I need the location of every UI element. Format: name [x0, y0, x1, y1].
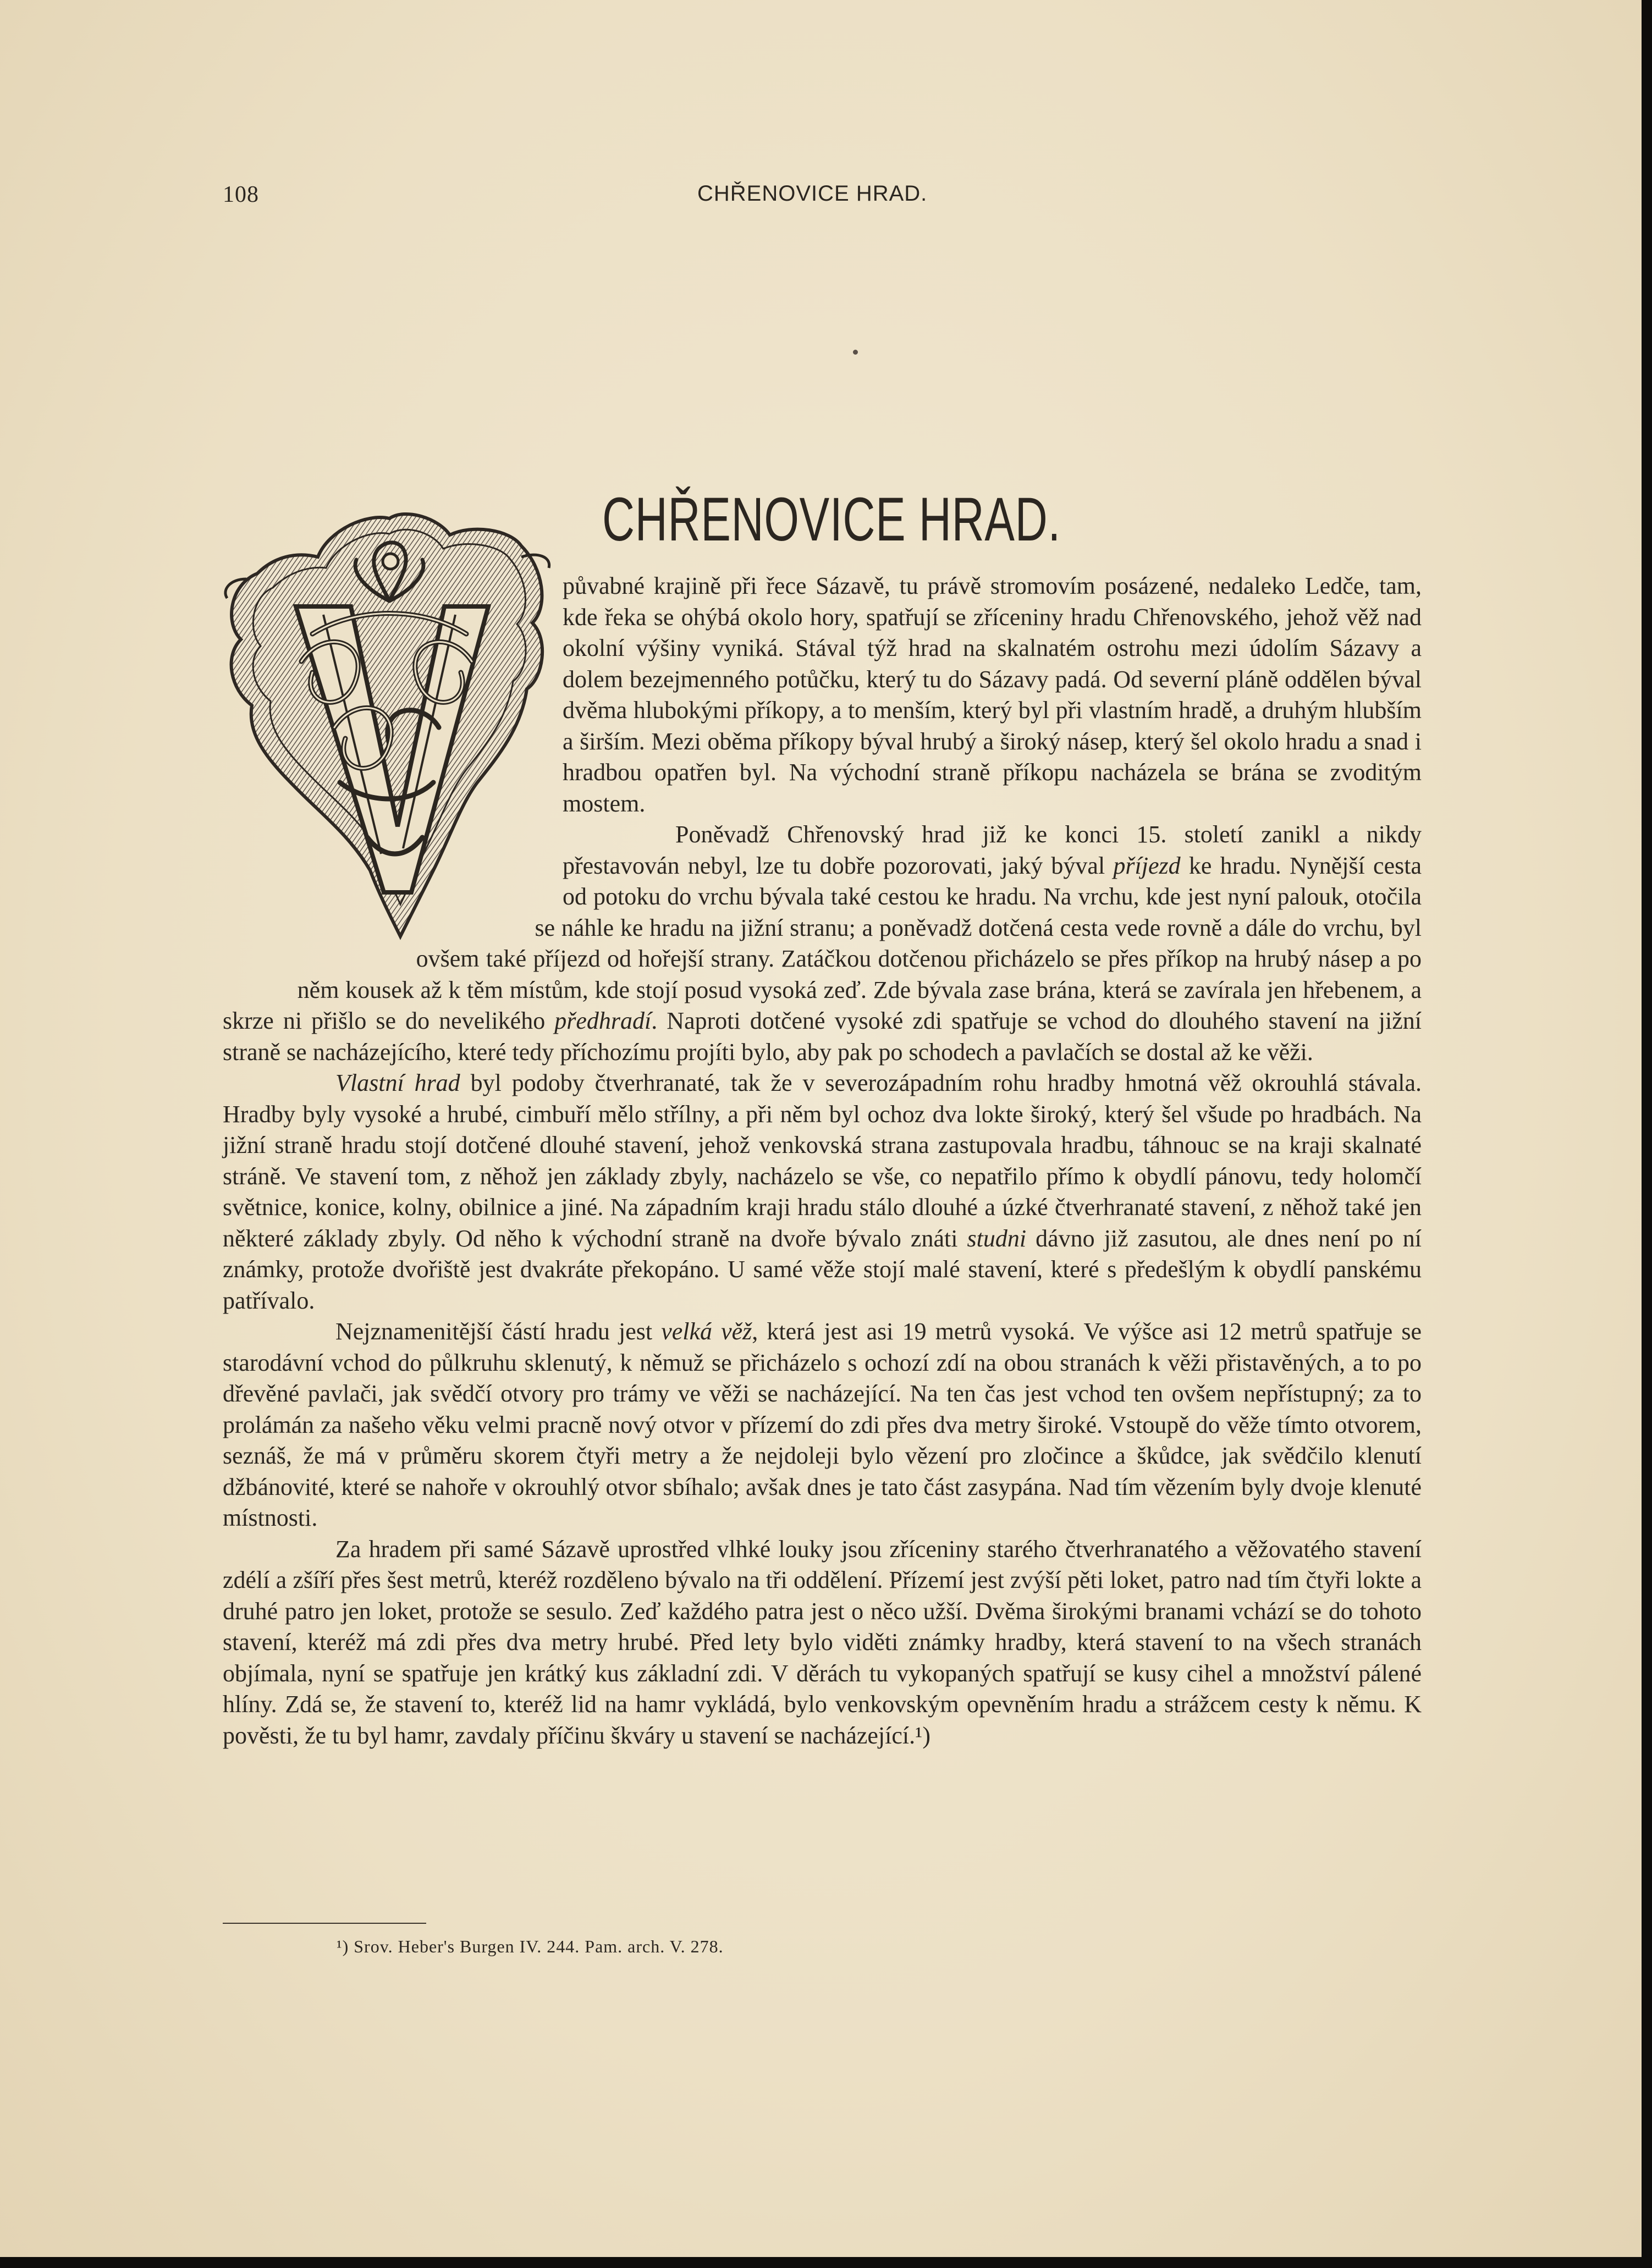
- footnote: ¹) Srov. Heber's Burgen IV. 244. Pam. arch. V. 278.: [337, 1936, 724, 1956]
- page-number: 108: [223, 182, 259, 207]
- paragraph-1: [223, 571, 1422, 819]
- running-head: [0, 181, 1642, 214]
- chapter-title: CHŘENOVICE HRAD.: [602, 485, 1061, 554]
- emphasis-studni: studni: [967, 1224, 1027, 1252]
- ink-speck: [853, 350, 858, 355]
- paragraph-1-text: půvabné krajině při řece Sázavě, tu právě stromovím posázené, nedaleko Ledče, tam, kde řeka se ohýbá okolo hory, spatřují se zříceniny hradu Chřenovského, jehož věž nad okolní výšiny vyniká. Stával týž hrad na skalnatém ostrohu mezi údolím Sázavy a dolem bezejmenného potůčku, který tu do Sázavy padá. Od severní pláně oddělen býval dvěma hlubokými příkopy, a to menším, který byl při vlastním hradě, a druhým hlubším a širším. Mezi oběma příkopy býval hrubý a široký násep, který šel okolo hradu a snad i hradbou opatřen byl. Na východní straně příkopu nacházela se brána se zvoditým mostem.: [563, 572, 1422, 817]
- emphasis-velka-vez: velká věž: [661, 1318, 752, 1345]
- footnote-divider: [223, 1923, 426, 1924]
- emphasis-vlastni-hrad: Vlastní hrad: [335, 1069, 460, 1096]
- footnote-reference: ¹): [915, 1721, 930, 1749]
- body-text: [223, 571, 1422, 1751]
- running-title: CHŘENOVICE HRAD.: [697, 181, 928, 206]
- paragraph-2: Poněvadž Chřenovský hrad již ke konci 15. století zanikl a nikdy přestavován nebyl, lze tu dobře pozorovati, jaký býval příjezd ke hradu. Nynější cesta od potoku do vrchu bývala také cestou ke hradu. Na vrchu, kde jest nyní palouk, otočila se náhle ke hradu na jižní stranu; a poněvadž dotčená cesta vede rovně a dále do vrchu, byl ovšem také příjezd od hořejší strany. Zatáčkou dotčenou přicházelo se přes příkop na hrubý násep a po něm kousek až k těm místům, kde stojí posud vysoká zeď. Zde bývala zase brána, která se zavírala jen hřebenem, a skrze ni přišlo se do nevelikého předhradí. Naproti dotčené vysoké zdi spatřuje se vchod do dlouhého stavení na jižní straně se nacházejícího, které tedy příchozímu projíti bylo, aby pak po schodech a pavlačích se dostal až ke věži.: [223, 821, 1422, 1066]
- paragraph-3: Vlastní hrad byl podoby čtverhranaté, tak že v severozápadním rohu hradby hmotná věž okrouhlá stávala. Hradby byly vysoké a hrubé, cimbuří mělo střílny, a při něm byl ochoz dva lokte široký, který šel všude po hradbách. Na jižní straně hradu stojí dotčené dlouhé stavení, jehož venkovská strana zastupovala hradbu, táhnouc se na kraji skalnaté stráně. Ve stavení tom, z něhož jen základy zbyly, nacházelo se vše, co nepatřilo přímo k obydlí pánovu, tedy holomčí světnice, konice, kolny, obilnice a jiné. Na západním kraji hradu stálo dlouhé a úzké čtverhranaté stavení, z něhož také jen některé základy zbyly. Od něho k východní straně na dvoře bývalo znáti studni dávno již zasutou, ale dnes není po ní známky, protože dvořiště jest dvakráte překopáno. U samé věže stojí malé stavení, které s předešlým k obydlí panskému patřívalo.: [223, 1069, 1422, 1314]
- paragraph-5: Za hradem při samé Sázavě uprostřed vlhké louky jsou zříceniny starého čtverhranatého a věžovatého stavení zdélí a zšíří přes šest metrů, kteréž rozděleno bývalo na tři oddělení. Přízemí jest zvýší pěti loket, patro nad tím čtyři lokte a druhé patro jen loket, protože se sesulo. Zeď každého patra jest o něco užší. Dvěma širokými branami vchází se do tohoto stavení, kteréž má zdi přes dva metry hrubé. Před lety bylo viděti známky hradby, která stavení to na všech stranách objímala, nyní se spatřuje jen krátký kus základní zdi. V děrách tu vykopaných spatřují se kusy cihel a množství pálené hlíny. Zdá se, že stavení to, kteréž lid na hamr vykládá, bylo venkovským opevněním hradu a strážcem cesty k němu. K pověsti, že tu byl hamr, zavdaly příčinu škváry u stavení se nacházející.¹): [223, 1535, 1422, 1749]
- emphasis-prijezd: příjezd: [1113, 852, 1181, 879]
- emphasis-predhradi: předhradí: [554, 1007, 652, 1034]
- paragraph-4: Nejznamenitější částí hradu jest velká věž, která jest asi 19 metrů vysoká. Ve výšce asi 12 metrů spatřuje se starodávní vchod do půlkruhu sklenutý, k němuž se přicházelo s ochozí zdí na obou stranách k věži přistavěných, a to po dřevěné pavlači, jak svědčí otvory pro trámy ve věži se nacházející. Na ten čas jest vchod ten ovšem nepřístupný; za to prolámán za našeho věku velmi pracně nový otvor v přízemí do zdi přes dva metry široké. Vstoupě do věže tímto otvorem, seznáš, že má v průměru skorem čtyři metry a že nejdoleji bylo vězení pro zločince a škůdce, jak svědčilo klenutí džbánovité, které se nahoře v okrouhlý otvor sbíhalo; avšak dnes je tato část zasypána. Nad tím vězením byly dvoje klenuté místnosti.: [223, 1318, 1422, 1531]
- initial-wrap-space: [223, 571, 553, 994]
